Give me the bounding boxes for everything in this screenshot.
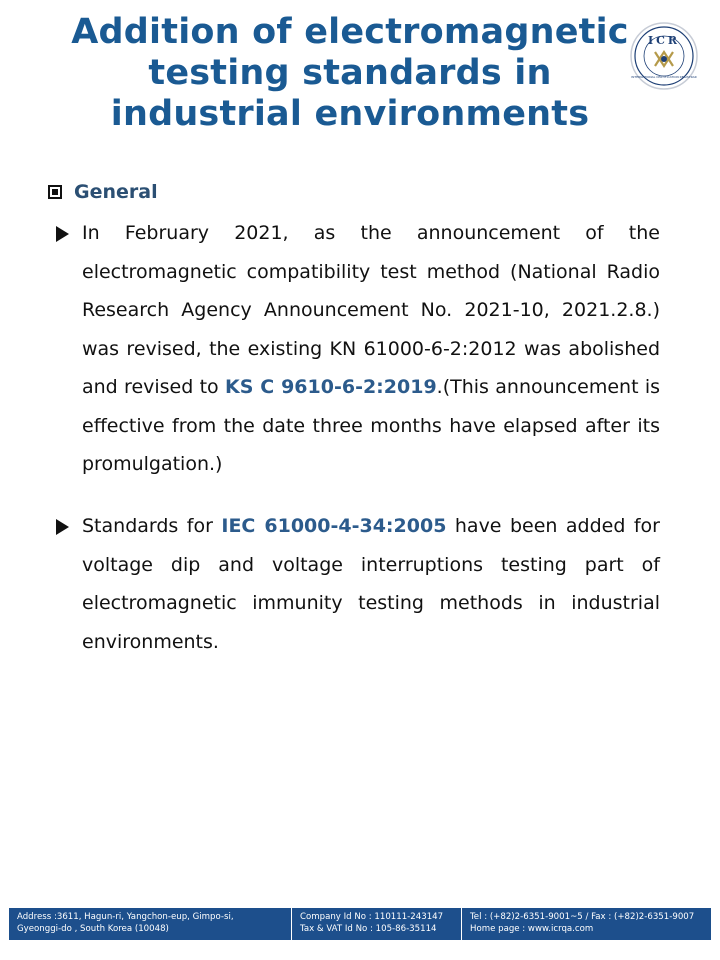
footer-address: Address :3611, Hagun-ri, Yangchon-eup, Gimpo-si, Gyeonggi-do , South Korea (10048) bbox=[17, 912, 234, 934]
section-label: General bbox=[74, 181, 158, 203]
square-bullet-icon bbox=[48, 185, 62, 199]
standard-code-iec: IEC 61000-4-34:2005 bbox=[221, 515, 447, 537]
homepage-link[interactable]: Home page : www.icrqa.com bbox=[470, 923, 594, 934]
bullet-text-2: Standards for IEC 61000-4-34:2005 have been added for voltage dip and voltage interruptions testing part of electromagnetic immunity testing methods in industrial environments. bbox=[82, 515, 660, 653]
standard-code-ks: KS C 9610-6-2:2019 bbox=[224, 376, 437, 398]
title-line-2: testing standards in bbox=[148, 53, 552, 93]
section-heading bbox=[48, 179, 158, 205]
triangle-bullet-icon bbox=[56, 226, 69, 242]
icr-logo bbox=[630, 22, 698, 90]
logo-text: ICR bbox=[647, 34, 681, 47]
bullet-text-1: In February 2021, as the announcement of the electromagnetic compatibility test method (National Radio Research Agency Announcement No. 2021-10, 2021.2.8.) was revised, the existing KN 61000-6-2:2012 was abolished and revised to KS C 9610-6-2:2019.(This announcement is effective from the date three months have elapsed after its promulgation.) bbox=[82, 222, 660, 475]
triangle-bullet-icon bbox=[56, 519, 69, 535]
bullet-item-1 bbox=[56, 214, 660, 484]
page-title bbox=[40, 12, 660, 135]
footer-contact: Tel : (+82)2-6351-9001~5 / Fax : (+82)2-6351-9007 Home page : www.icrqa.com bbox=[461, 908, 711, 940]
footer-company-ids: Company Id No : 110111-243147 Tax & VAT Id No : 105-86-35114 bbox=[291, 908, 461, 940]
bullet-item-2 bbox=[56, 507, 660, 661]
logo-subtext: INTERNATIONAL CERTIFICATION REGISTRAR bbox=[631, 75, 697, 79]
footer-bar bbox=[9, 908, 711, 940]
title-line-3: industrial environments bbox=[110, 94, 590, 134]
title-line-1: Addition of electromagnetic bbox=[71, 12, 629, 52]
